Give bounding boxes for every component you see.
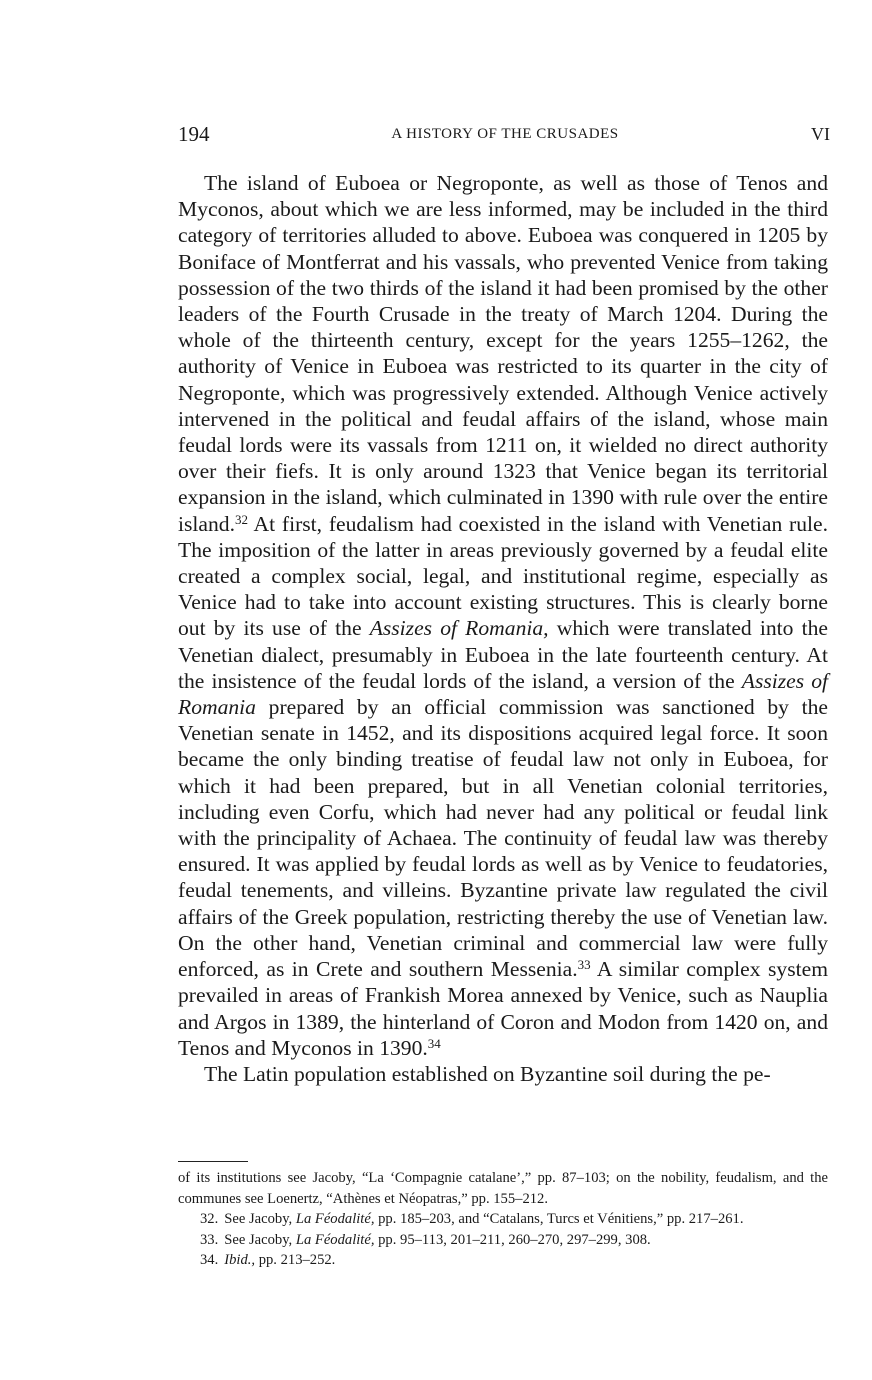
footnote-number: 34. [200,1252,219,1268]
text-run: which were translated into the Venetian dialect, presumably in Euboea in the late fourteenth century. At the insistence of the feudal lords of the island, a version of the [178,616,828,693]
section-number: VI [811,124,830,144]
footnote-divider [178,1161,248,1162]
italic-title: La Féodalité, [295,1211,375,1227]
text-run: The island of Euboea or Negroponte, as well as those of Tenos and Myconos, about which we are less informed, may be included in the third category of territories alluded to above. Euboea was conquered in 1205 by Boniface of Montferrat and his vassals, who prevented Venice from taking possession of the two thirds of the island it had been promised by the other leaders of the Fourth Crusade in the treaty of March 1204. During the whole of the thirteenth century, except for the years 1255–1262, the authority of Venice in Euboea was restricted to its quarter in the city of Negroponte, which was progressively extended. Although Venice actively intervened in the political and feudal affairs of the island, whose main feudal lords were its vassals from 1211 on, it wielded no direct authority over their fiefs. It is only around 1323 that Venice began its territorial expansion in the island, which culminated in 1390 with rule over the entire island. [178,171,828,536]
footnote-number: 32. [200,1211,219,1227]
text-run: See Jacoby, [224,1231,296,1248]
footnote-ref: 34 [427,1035,441,1051]
main-text [178,170,828,1087]
footnote-number: 33. [200,1231,219,1248]
text-run: pp. 95–113, 201–211, 260–270, 297–299, 308. [374,1231,651,1248]
text-run: pp. 185–203, and “Catalans, Turcs et Vénitiens,” pp. 217–261. [374,1211,744,1227]
text-run: pp. 213–252. [255,1252,336,1268]
italic-title: La Féodalité, [295,1231,375,1248]
paragraph [178,170,828,1061]
italic-title: Assizes of Romania, [369,616,549,641]
text-run: A similar complex system prevailed in areas of Frankish Morea annexed by Venice, such as Nauplia and Argos in 1389, the hinterland of Coron and Modon from 1420 on, and Tenos and Myconos in 1390. [178,957,828,1060]
text-run: See Jacoby, [224,1211,296,1227]
paragraph: The Latin population established on Byzantine soil during the pe- [204,1061,771,1086]
text-run: At first, feudalism had coexisted in the island with Venetian rule. The imposition of the latter in areas previously governed by a feudal elite created a complex social, legal, and institutional regime, especially as Venice had to take into account existing structures. This is clearly borne out by its use of the [178,511,828,641]
footnotes [178,1168,828,1271]
text-run: prepared by an official commission was sanctioned by the Venetian senate in 1452, and its dispositions acquired legal force. It soon became the only binding treatise of feudal law not only in Euboea, for which it had been prepared, but in all Venetian colonial territories, including even Corfu, which had never had any political or feudal link with the principality of Achaea. The continuity of feudal law was thereby ensured. It was applied by feudal lords as well as by Venice to feudatories, feudal tenements, and villeins. Byzantine private law regulated the civil affairs of the Greek population, restricting thereby the use of Venetian law. On the other hand, Venetian criminal and commercial law were fully enforced, as in Crete and southern Messenia. [178,695,828,982]
running-header [178,122,832,150]
footnote [178,1250,828,1271]
footnote [178,1230,828,1251]
running-title: A HISTORY OF THE CRUSADES [391,126,619,142]
italic-title: Ibid., [224,1252,256,1268]
footnote [178,1209,828,1230]
italic-title: Assizes of Romania [178,668,828,720]
page-number: 194 [178,122,210,146]
footnote-ref: 32 [234,511,248,527]
footnote-ref: 33 [577,957,591,973]
footnote-continuation: of its institutions see Jacoby, “La ‘Compagnie catalane’,” pp. 87–103; on the nobility, feudalism, and the communes see Loenertz, “Athènes et Néopatras,” pp. 155–212. [178,1170,828,1207]
